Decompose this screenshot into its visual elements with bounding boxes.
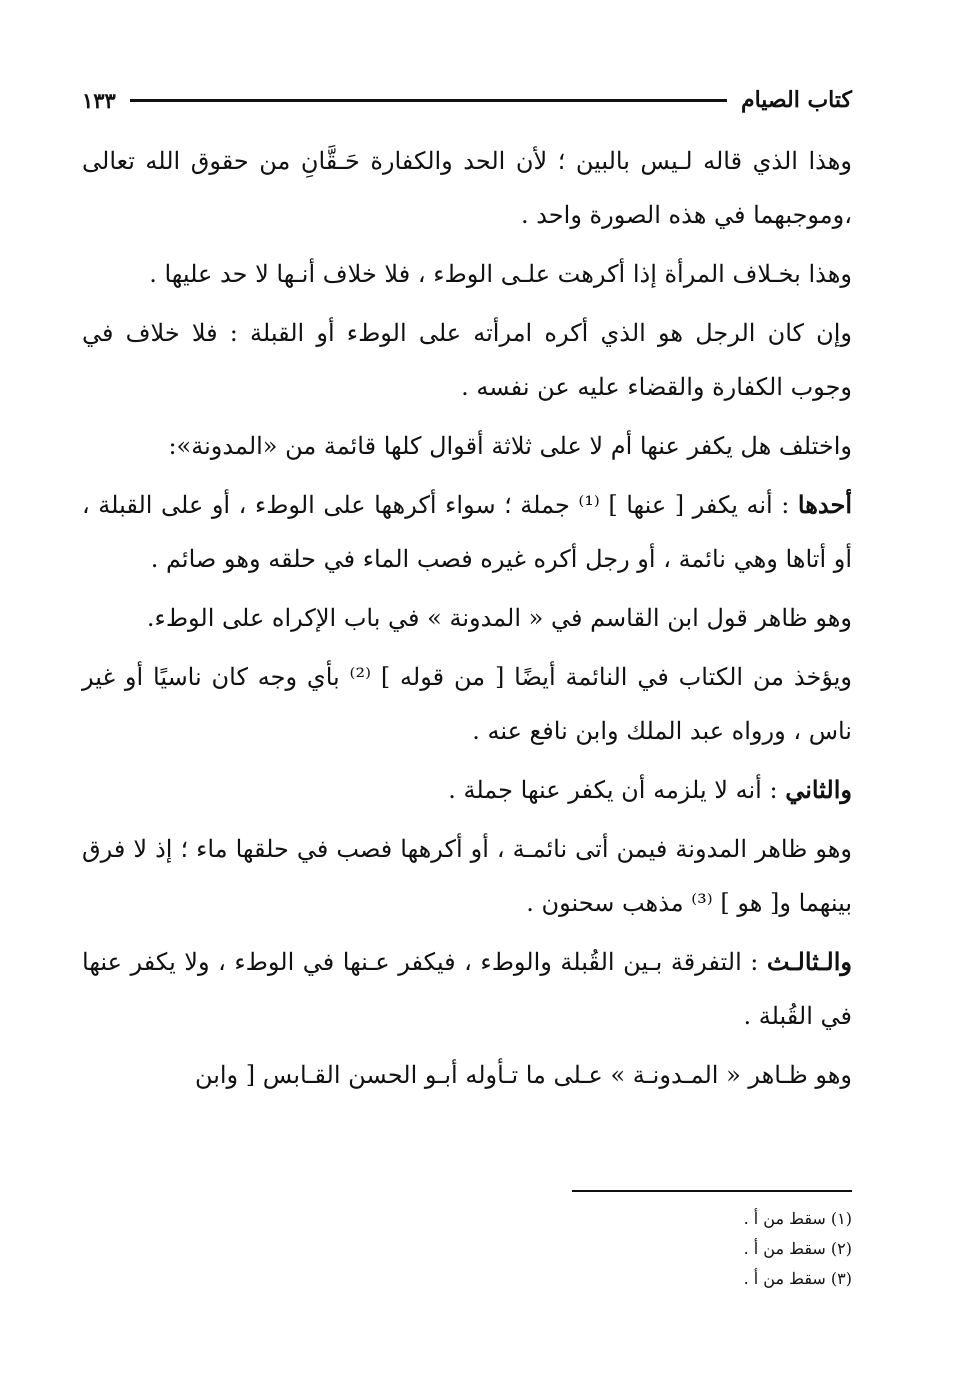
paragraph: [82, 763, 852, 817]
paragraph-lead: والـثالـث: [766, 947, 852, 976]
header-rule: [130, 99, 727, 102]
paragraph: [82, 419, 852, 473]
paragraph-text: ويؤخذ من الكتاب في النائمة أيضًا [ من قوله ] ⁽²⁾ بأي وجه كان ناسيًا أو غير ناس ، ورواه عبد الملك وابن نافع عنه .: [82, 663, 852, 745]
paragraph-text: : أنه يكفر [ عنها ] ⁽¹⁾ جملة ؛ سواء أكرهها على الوطء ، أو على القبلة ، أو أتاها وهي نائمة ، أو رجل أكره غيره فصب الماء في حلقه وهو صائم .: [82, 491, 852, 573]
paragraph-text: وهذا بخـلاف المرأة إذا أكرهت علـى الوطء ، فلا خلاف أنـها لا حد عليها .: [149, 260, 852, 288]
book-page: [82, 80, 852, 1340]
paragraph: [82, 935, 852, 1043]
paragraph: [82, 247, 852, 301]
footnote: (١) سقط من أ .: [743, 1209, 852, 1228]
paragraph: [82, 650, 852, 758]
paragraph-lead: أحدها: [797, 490, 852, 519]
paragraph: [82, 591, 852, 645]
chapter-title: كتاب الصيام: [740, 87, 852, 113]
paragraph-lead: والثاني: [785, 775, 852, 804]
footnote: (٣) سقط من أ .: [743, 1269, 852, 1288]
page-number: ١٣٣: [82, 87, 116, 113]
paragraph: [82, 306, 852, 414]
paragraph-text: وهذا الذي قاله لـيس بالبين ؛ لأن الحد والكفارة حَـقَّانِ من حقوق الله تعالى ،وموجبهما في هذه الصورة واحد .: [82, 147, 852, 229]
paragraph: [82, 1048, 852, 1102]
footnote-rule: [572, 1190, 852, 1192]
paragraph: [82, 134, 852, 242]
paragraph: [82, 822, 852, 930]
paragraph-text: : التفرقة بـين القُبلة والوطء ، فيكفر عـنها في الوطء ، ولا يكفر عنها في القُبلة .: [82, 948, 852, 1030]
paragraph-text: وهو ظاهر قول ابن القاسم في « المدونة » في باب الإكراه على الوطء.: [146, 604, 852, 632]
running-header: [82, 80, 852, 120]
footnote: (٢) سقط من أ .: [743, 1239, 852, 1258]
paragraph-text: : أنه لا يلزمه أن يكفر عنها جملة .: [448, 776, 778, 804]
paragraph-text: وهو ظـاهر « المـدونـة » عـلى ما تـأوله أبـو الحسن القـابس [ وابن: [194, 1061, 852, 1089]
paragraph-text: وإن كان الرجل هو الذي أكره امرأته على الوطء أو القبلة : فلا خلاف في وجوب الكفارة والقضاء عليه عن نفسه .: [82, 319, 852, 401]
paragraph-text: وهو ظاهر المدونة فيمن أتى نائمـة ، أو أكرهها فصب في حلقها ماء ؛ إذ لا فرق بينهما و[ هو ] ⁽³⁾ مذهب سحنون .: [82, 835, 852, 917]
body-text: [82, 134, 852, 1102]
paragraph: [82, 478, 852, 586]
paragraph-text: واختلف هل يكفر عنها أم لا على ثلاثة أقوال كلها قائمة من «المدونة»:: [168, 432, 852, 460]
footnotes: [82, 1204, 852, 1294]
